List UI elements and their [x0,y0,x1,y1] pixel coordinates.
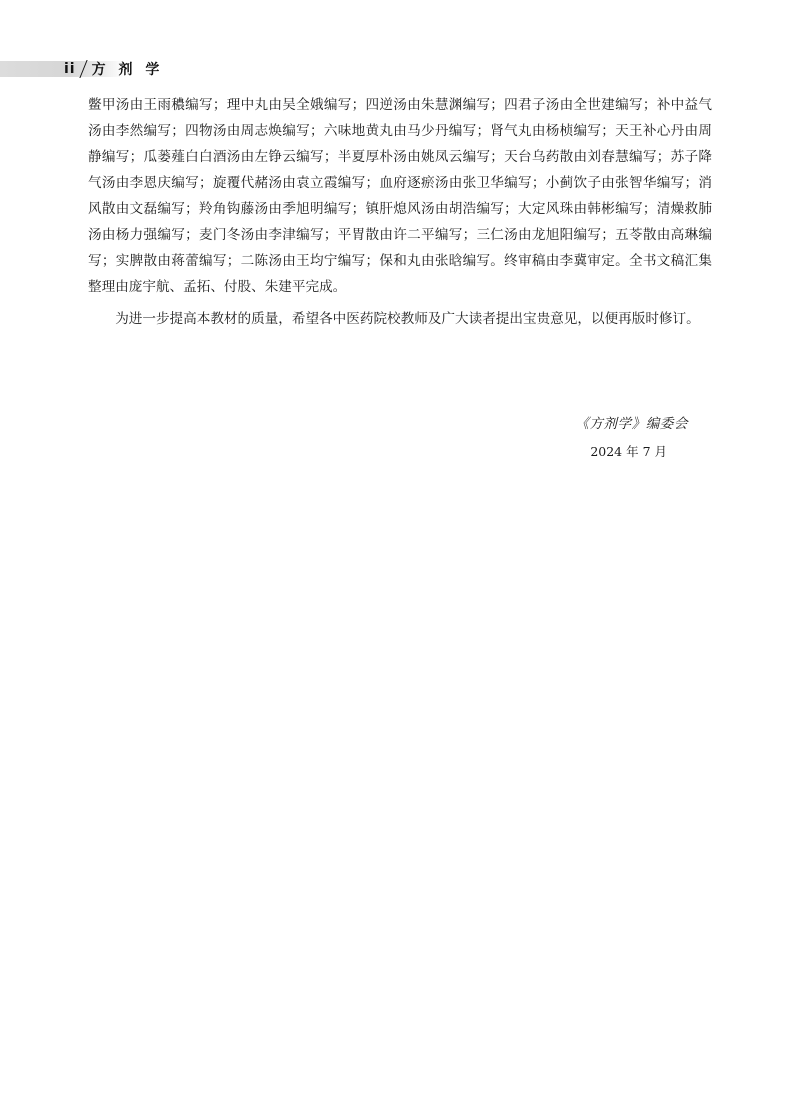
signature-date: 2024 年 7 月 [590,444,667,459]
running-header [64,58,163,80]
paragraph-contributors: 鳖甲汤由王雨穠编写；理中丸由吴全娥编写；四逆汤由朱慧渊编写；四君子汤由全世建编写；补中益气汤由李然编写；四物汤由周志焕编写；六味地黄丸由马少丹编写；肾气丸由杨桢编写；天王补心丹由周静编写；瓜蒌薤白白酒汤由左铮云编写；半夏厚朴汤由姚凤云编写；天台乌药散由刘春慧编写；苏子降气汤由李恩庆编写；旋覆代赭汤由袁立霞编写；血府逐瘀汤由张卫华编写；小蓟饮子由张智华编写；消风散由文磊编写；羚角钩藤汤由季旭明编写；镇肝熄风汤由胡浩编写；大定风珠由韩彬编写；清燥救肺汤由杨力强编写；麦门冬汤由李津编写；平胃散由许二平编写；三仁汤由龙旭阳编写；五苓散由高琳编写；实脾散由蒋蕾编写；二陈汤由王均宁编写；保和丸由张晗编写。终审稿由李冀审定。全书文稿汇集整理由庞宇航、孟拓、付股、朱建平完成。 [88,97,712,295]
header-divider [79,60,87,78]
body-text [88,92,712,332]
paragraph-feedback: 为进一步提高本教材的质量，希望各中医药院校教师及广大读者提出宝贵意见，以便再版时修订。 [115,311,700,327]
book-title: 方 剂 学 [91,62,164,78]
signature-organization: 《方剂学》编委会 [575,416,688,432]
page-number: ii [64,61,76,77]
